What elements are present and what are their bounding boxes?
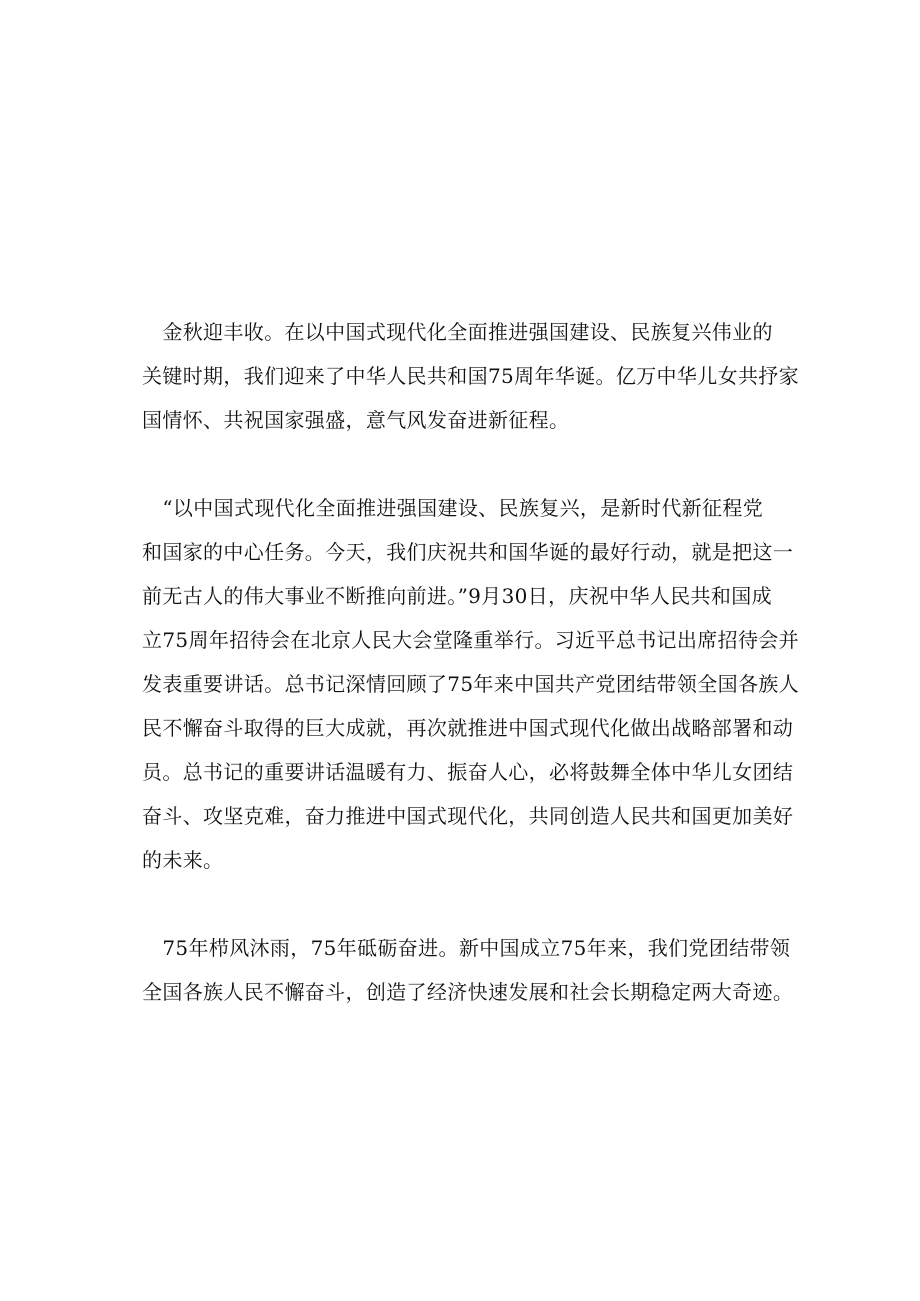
paragraph-spacer — [142, 442, 782, 486]
text-line: 民不懈奋斗取得的巨大成就，再次就推进中国式现代化做出战略部署和动 — [142, 716, 794, 740]
text-line: “以中国式现代化全面推进强国建设、民族复兴，是新时代新征程党 — [142, 496, 764, 520]
text-line: 关键时期，我们迎来了中华人民共和国75周年华诞。亿万中华儿女共抒家 — [142, 364, 799, 388]
text-line: 员。总书记的重要讲话温暖有力、振奋人心，必将鼓舞全体中华儿女团结 — [142, 760, 794, 784]
text-line: 全国各族人民不懈奋斗，创造了经济快速发展和社会长期稳定两大奇迹。 — [142, 980, 794, 1004]
text-line: 和国家的中心任务。今天，我们庆祝共和国华诞的最好行动，就是把这一 — [142, 540, 794, 564]
text-line: 的未来。 — [142, 848, 224, 872]
text-line: 奋斗、攻坚克难，奋力推进中国式现代化，共同创造人民共和国更加美好 — [142, 804, 794, 828]
text-line: 75年栉风沐雨，75年砥砺奋进。新中国成立75年来，我们党团结带领 — [142, 936, 791, 960]
text-line: 国情怀、共祝国家强盛，意气风发奋进新征程。 — [142, 408, 570, 432]
text-line: 发表重要讲话。总书记深情回顾了75年来中国共产党团结带领全国各族人 — [142, 672, 799, 696]
paragraph-1 — [142, 310, 799, 442]
text-line: 金秋迎丰收。在以中国式现代化全面推进强国建设、民族复兴伟业的 — [142, 320, 773, 344]
paragraph-spacer — [142, 882, 782, 926]
article-body — [142, 310, 799, 1014]
text-line: 立75周年招待会在北京人民大会堂隆重举行。习近平总书记出席招待会并 — [142, 628, 799, 652]
paragraph-3 — [142, 926, 794, 1014]
text-line: 前无古人的伟大事业不断推向前进。”9月30日，庆祝中华人民共和国成 — [142, 584, 772, 608]
paragraph-2 — [142, 486, 799, 882]
